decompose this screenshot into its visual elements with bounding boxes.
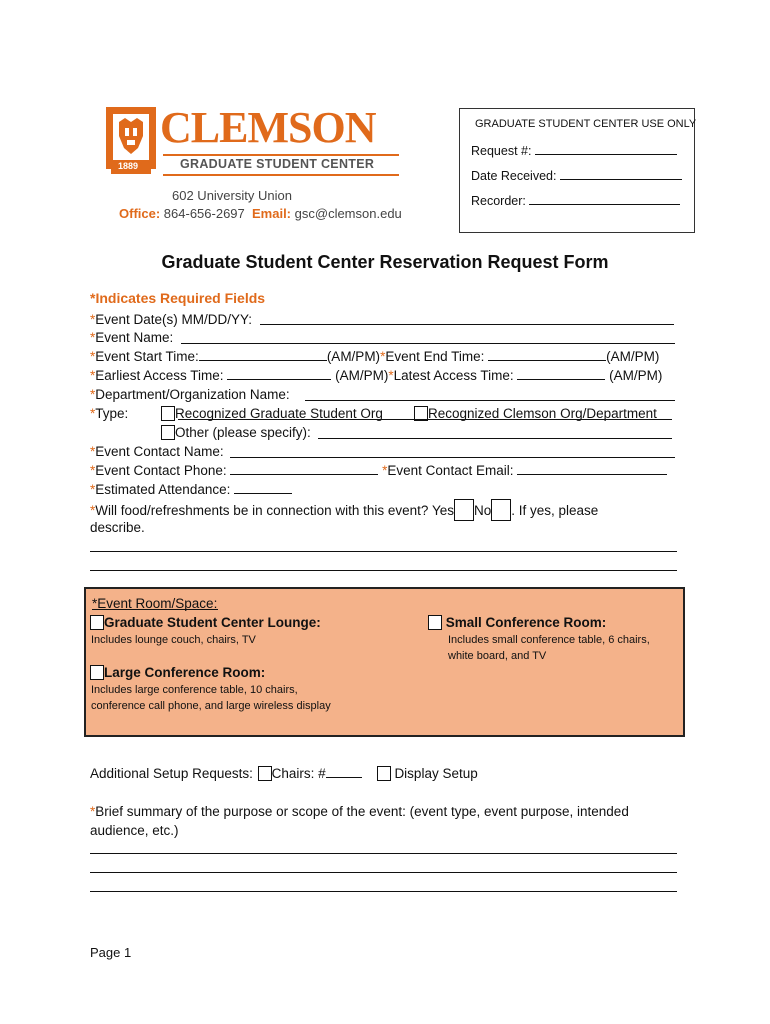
request-number-label: Request #: — [471, 144, 532, 158]
request-number-field[interactable] — [471, 141, 677, 161]
checkbox[interactable] — [161, 406, 175, 421]
room-large-desc-2: conference call phone, and large wireless display — [91, 700, 331, 712]
earliest-access-label: Earliest Access Time: — [95, 368, 224, 383]
required-star: * — [90, 503, 96, 518]
room-lounge-desc: Includes lounge couch, chairs, TV — [91, 634, 256, 646]
required-star: * — [380, 349, 386, 364]
type-option-other[interactable] — [161, 423, 311, 442]
room-lounge-label: Graduate Student Center Lounge: — [104, 615, 321, 630]
other-specify-input-line[interactable] — [318, 438, 672, 439]
date-received-field[interactable] — [471, 166, 682, 186]
display-setup-label: Display Setup — [394, 766, 478, 781]
attendance-input[interactable] — [234, 480, 292, 494]
logo-rule-bottom — [163, 174, 399, 176]
room-heading-underline — [92, 609, 218, 610]
attendance-field[interactable] — [90, 480, 292, 499]
food-no-checkbox[interactable] — [491, 499, 511, 521]
recorder-label: Recorder: — [471, 194, 526, 208]
office-use-box — [459, 108, 695, 233]
summary-line-2: audience, etc.) — [90, 823, 179, 838]
form-title: Graduate Student Center Reservation Request Form — [161, 252, 609, 272]
summary-input-line-3[interactable] — [90, 891, 677, 892]
required-star: * — [90, 463, 96, 478]
contact-email-label: Event Contact Email: — [387, 463, 514, 478]
contact-email-input[interactable] — [517, 461, 667, 475]
contact-name-label: Event Contact Name: — [95, 444, 224, 459]
attendance-label: Estimated Attendance: — [95, 482, 231, 497]
contact-line — [119, 204, 402, 223]
event-name-label: Event Name: — [95, 330, 174, 345]
earliest-access-input[interactable] — [227, 366, 331, 380]
required-star: * — [90, 349, 96, 364]
room-small-desc-1: Includes small conference table, 6 chairs, — [448, 634, 650, 646]
email-label: Email: — [252, 206, 292, 221]
setup-label: Additional Setup Requests: — [90, 766, 253, 781]
type-option-clemson-org-label: Recognized Clemson Org/Department — [428, 406, 657, 421]
room-small-desc-2: white board, and TV — [448, 650, 547, 662]
event-dates-label: Event Date(s) MM/DD/YY: — [95, 312, 253, 327]
food-row — [90, 499, 598, 521]
type-label: Type: — [95, 406, 129, 421]
type-option-clemson-org[interactable] — [414, 404, 657, 423]
date-received-label: Date Received: — [471, 169, 557, 183]
checkbox[interactable] — [90, 665, 104, 680]
address: 602 University Union — [172, 188, 292, 203]
required-star: * — [90, 387, 96, 402]
required-star: * — [90, 368, 96, 383]
contact-phone-email-row — [90, 461, 667, 480]
food-question: Will food/refreshments be in connection with this event? Yes — [95, 503, 454, 518]
department-label: Department/Organization Name: — [95, 387, 290, 402]
chairs-checkbox[interactable] — [258, 766, 272, 781]
room-large-label: Large Conference Room: — [104, 665, 266, 680]
page-number: Page 1 — [90, 945, 132, 960]
summary-input-line-2[interactable] — [90, 872, 677, 873]
email-value: gsc@clemson.edu — [294, 206, 402, 221]
logo-subtitle: GRADUATE STUDENT CENTER — [180, 157, 375, 171]
type-underline — [178, 419, 672, 420]
required-note: *Indicates Required Fields — [90, 290, 266, 306]
required-star: * — [90, 406, 96, 421]
end-ampm: (AM/PM) — [606, 349, 660, 364]
logo-year: 1889 — [118, 161, 139, 171]
room-option-lounge[interactable] — [90, 613, 321, 632]
required-star: * — [382, 463, 388, 478]
type-label-row — [90, 404, 128, 423]
room-option-large[interactable] — [90, 663, 265, 682]
office-phone: 864-656-2697 — [163, 206, 245, 221]
start-time-label: Event Start Time: — [95, 349, 199, 364]
summary-line-1: Brief summary of the purpose or scope of the event: (event type, event purpose, intended — [95, 804, 629, 819]
contact-phone-label: Event Contact Phone: — [95, 463, 227, 478]
start-ampm: (AM/PM) — [326, 349, 381, 364]
food-no-label: No — [473, 503, 492, 518]
room-large-desc-1: Includes large conference table, 10 chairs, — [91, 684, 298, 696]
department-field[interactable] — [90, 385, 290, 404]
contact-phone-input[interactable] — [230, 461, 378, 475]
contact-name-input-line[interactable] — [230, 457, 675, 458]
contact-name-field[interactable] — [90, 442, 224, 461]
latest-access-input[interactable] — [517, 366, 605, 380]
recorder-field[interactable] — [471, 191, 680, 211]
room-heading: *Event Room/Space: — [92, 596, 218, 611]
logo-rule-top — [163, 154, 399, 156]
summary-input-line-1[interactable] — [90, 853, 677, 854]
event-name-field[interactable] — [90, 328, 173, 347]
event-times-row — [90, 347, 659, 366]
summary-question — [90, 802, 629, 821]
office-use-title: GRADUATE STUDENT CENTER USE ONLY — [475, 118, 697, 130]
event-name-input-line[interactable] — [181, 343, 675, 344]
latest-access-label: Latest Access Time: — [393, 368, 514, 383]
food-describe: describe. — [90, 520, 145, 535]
chairs-label: Chairs: # — [271, 766, 326, 781]
required-star: * — [90, 482, 96, 497]
start-time-input[interactable] — [199, 347, 327, 361]
food-tail: . If yes, please — [511, 503, 599, 518]
department-input-line[interactable] — [305, 400, 675, 401]
chairs-count-input[interactable] — [326, 764, 362, 778]
required-star: * — [90, 312, 96, 327]
event-room-box — [84, 587, 685, 737]
food-describe-line-1[interactable] — [90, 551, 677, 552]
end-time-input[interactable] — [488, 347, 606, 361]
event-dates-field[interactable] — [90, 310, 252, 329]
checkbox[interactable] — [428, 615, 442, 630]
clemson-logo — [105, 103, 401, 180]
required-star: * — [90, 444, 96, 459]
earliest-ampm: (AM/PM) — [331, 368, 389, 383]
setup-row — [90, 764, 478, 783]
office-label: Office: — [119, 206, 161, 221]
type-option-grad-org[interactable] — [161, 404, 383, 423]
room-small-label: Small Conference Room: — [445, 615, 607, 630]
required-star: * — [388, 368, 394, 383]
required-star: * — [90, 330, 96, 345]
end-time-label: Event End Time: — [385, 349, 485, 364]
room-option-small[interactable] — [428, 613, 606, 632]
type-option-grad-org-label: Recognized Graduate Student Org — [175, 406, 383, 421]
latest-ampm: (AM/PM) — [605, 368, 663, 383]
access-times-row — [90, 366, 662, 385]
display-checkbox[interactable] — [377, 766, 391, 781]
type-option-other-label: Other (please specify): — [175, 425, 311, 440]
food-describe-line-2[interactable] — [90, 570, 677, 571]
checkbox[interactable] — [161, 425, 175, 440]
required-star: * — [90, 804, 96, 819]
checkbox[interactable] — [90, 615, 104, 630]
logo-wordmark: CLEMSON — [160, 103, 376, 152]
food-yes-checkbox[interactable] — [454, 499, 474, 521]
event-dates-input-line[interactable] — [260, 324, 674, 325]
